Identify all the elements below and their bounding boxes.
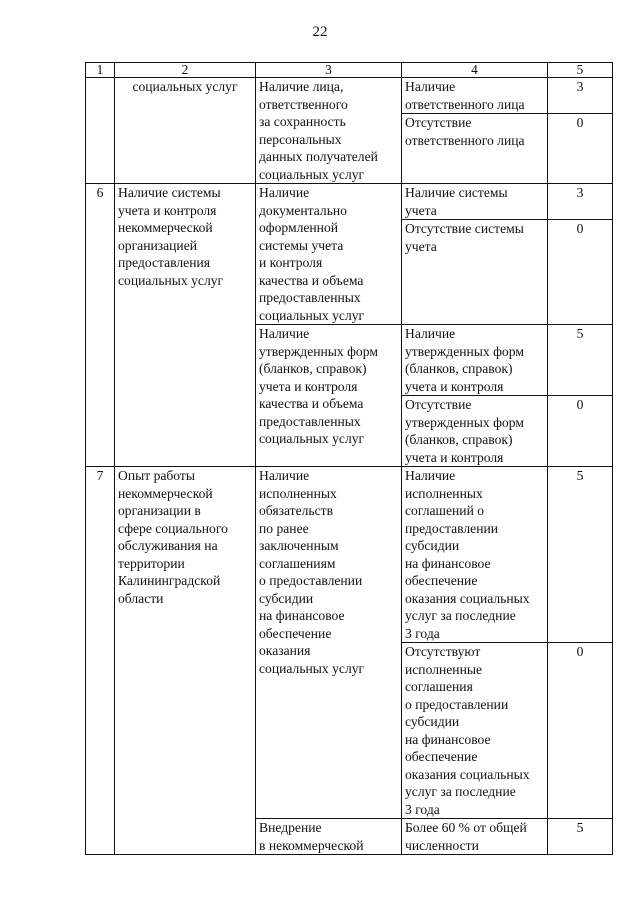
indicator-cell bbox=[256, 325, 402, 467]
value-text: Наличие исполненных соглашений о предоставлении субсидии на финансовое обеспечение оказания социальных услуг за последние 3 года bbox=[405, 468, 530, 641]
value-text: Отсутствие системы учета bbox=[405, 221, 524, 254]
value-text: Наличие утвержденных форм (бланков, справок) учета и контроля bbox=[405, 326, 524, 394]
table-header-row bbox=[86, 63, 613, 78]
value-cell bbox=[402, 78, 548, 114]
value-text: Отсутствие утвержденных форм (бланков, справок) учета и контроля bbox=[405, 397, 524, 465]
indicator-cell bbox=[256, 819, 402, 855]
value-text: Наличие ответственного лица bbox=[405, 79, 525, 112]
value-cell bbox=[402, 643, 548, 819]
score-cell: 0 bbox=[548, 114, 613, 184]
table-row bbox=[86, 467, 613, 643]
header-cell: 4 bbox=[402, 63, 548, 78]
value-cell bbox=[402, 184, 548, 220]
indicator-text: Наличие утвержденных форм (бланков, справок) учета и контроля качества и объема предоставленных социальных услуг bbox=[259, 326, 378, 446]
indicator-text: Наличие документально оформленной системы учета и контроля качества и объема предоставленных социальных услуг bbox=[259, 185, 365, 323]
criterion-text: Опыт работы некоммерческой организации в сфере социального обслуживания на территории Калининградской области bbox=[118, 468, 228, 606]
indicator-text: Внедрение в некоммерческой bbox=[259, 820, 364, 853]
score-cell: 0 bbox=[548, 220, 613, 325]
score-cell: 5 bbox=[548, 325, 613, 396]
page-number: 22 bbox=[312, 24, 328, 40]
criteria-table bbox=[85, 62, 613, 855]
value-cell bbox=[402, 467, 548, 643]
row-number: 7 bbox=[86, 467, 115, 855]
value-text: Наличие системы учета bbox=[405, 185, 508, 218]
value-cell bbox=[402, 819, 548, 855]
value-cell bbox=[402, 396, 548, 467]
value-cell bbox=[402, 114, 548, 184]
criterion-text: социальных услуг bbox=[132, 79, 238, 94]
criterion-cell bbox=[115, 78, 256, 184]
criterion-cell bbox=[115, 467, 256, 855]
indicator-cell bbox=[256, 78, 402, 184]
table-row bbox=[86, 78, 613, 114]
score-cell: 0 bbox=[548, 396, 613, 467]
row-number bbox=[86, 78, 115, 184]
value-text: Отсутствуют исполненные соглашения о предоставлении субсидии на финансовое обеспечение оказания социальных услуг за последние 3 года bbox=[405, 644, 530, 817]
header-cell: 1 bbox=[86, 63, 115, 78]
table-row bbox=[86, 184, 613, 220]
score-cell: 3 bbox=[548, 184, 613, 220]
indicator-text: Наличие исполненных обязательств по ранее заключенным соглашениям о предоставлении субсидии на финансовое обеспечение оказания социальных услуг bbox=[259, 468, 365, 676]
value-cell bbox=[402, 325, 548, 396]
header-cell: 3 bbox=[256, 63, 402, 78]
score-cell: 3 bbox=[548, 78, 613, 114]
score-cell: 0 bbox=[548, 643, 613, 819]
header-cell: 5 bbox=[548, 63, 613, 78]
indicator-text: Наличие лица, ответственного за сохранность персональных данных получателей социальных услуг bbox=[259, 79, 378, 182]
score-cell: 5 bbox=[548, 819, 613, 855]
value-cell bbox=[402, 220, 548, 325]
value-text: Более 60 % от общей численности bbox=[405, 820, 527, 853]
header-cell: 2 bbox=[115, 63, 256, 78]
indicator-cell bbox=[256, 467, 402, 819]
indicator-cell bbox=[256, 184, 402, 325]
criterion-cell bbox=[115, 184, 256, 467]
criterion-text: Наличие системы учета и контроля некоммерческой организацией предоставления социальных услуг bbox=[118, 185, 224, 288]
row-number: 6 bbox=[86, 184, 115, 467]
score-cell: 5 bbox=[548, 467, 613, 643]
value-text: Отсутствие ответственного лица bbox=[405, 115, 525, 148]
